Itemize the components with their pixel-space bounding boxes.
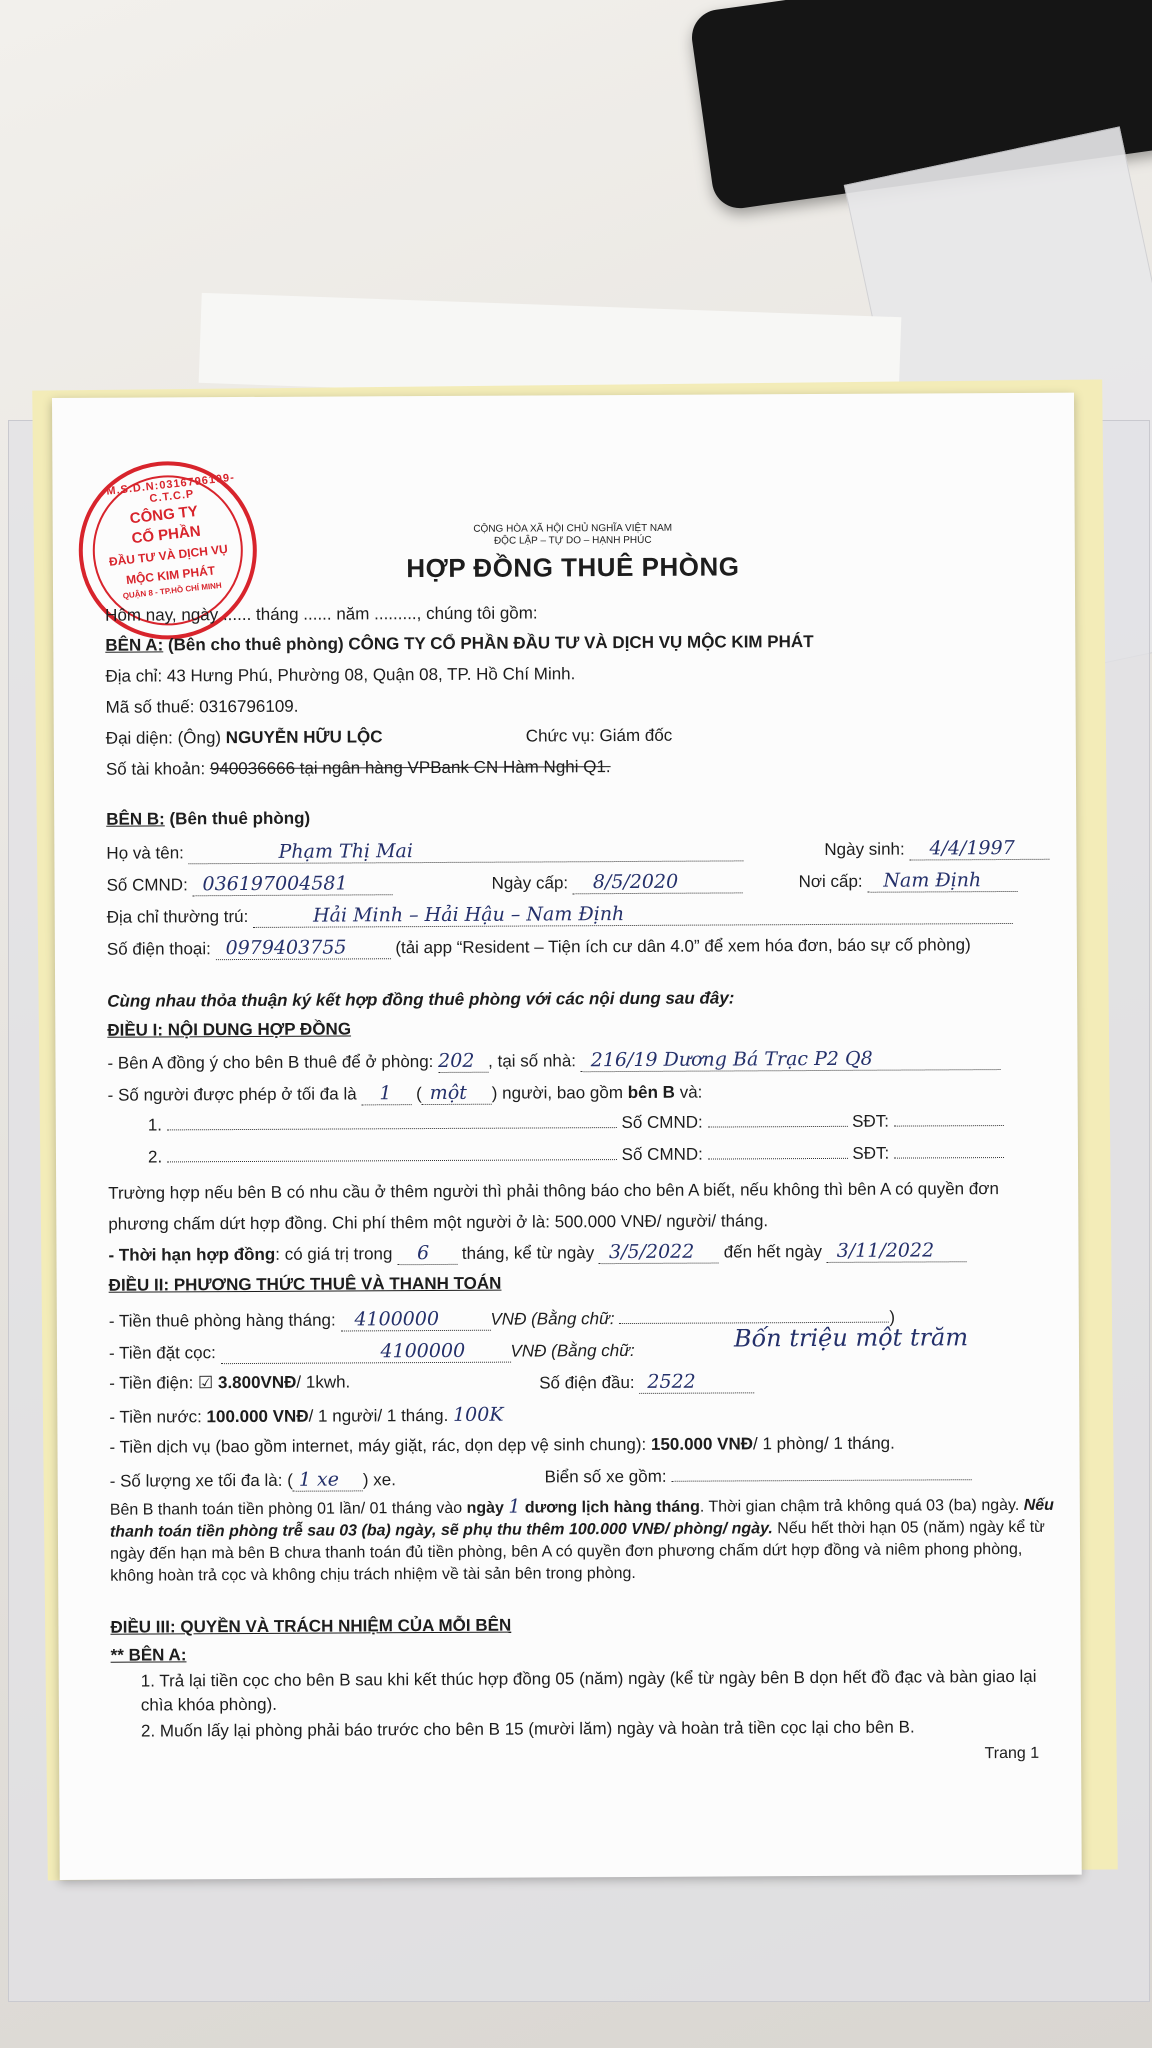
term-label: - Thời hạn hợp đồng xyxy=(108,1244,276,1265)
room-number: 202 xyxy=(438,1049,475,1072)
party-b-heading xyxy=(106,809,310,830)
article-3-heading: ĐIỀU III: QUYỀN VÀ TRÁCH NHIỆM CỦA MỖI BÊN xyxy=(110,1615,512,1637)
tenant-name-row xyxy=(106,838,743,864)
water-label: - Tiền nước: xyxy=(109,1407,207,1427)
duty-2-text: Muốn lấy lại phòng phải báo trước cho bên B 15 (mười lăm) ngày và hoàn trả tiền cọc lại cho bên B. xyxy=(159,1717,915,1741)
seal-line-2: CỔ PHẦN xyxy=(130,522,202,548)
page-title: HỢP ĐỒNG THUÊ PHÒNG xyxy=(406,551,740,584)
extra-occupant-text: Trường hợp nếu bên B có nhu cầu ở thêm người thì phải thông báo cho bên A biết, nếu không thì bên A có quyền đơn phương chấm dứt hợp đồng. Chi phí thêm một người ở là: 500.000 VNĐ/ người/ tháng. xyxy=(108,1179,999,1234)
tenant-id-row xyxy=(106,872,392,896)
name-label: Họ và tên: xyxy=(106,843,184,863)
end-date: 3/11/2022 xyxy=(836,1239,935,1262)
seal-line-3: ĐẦU TƯ VÀ DỊCH VỤ xyxy=(108,541,229,569)
account-number: 940036666 tại ngân hàng VPBank CN Hàm Nghi Q1. xyxy=(209,757,611,779)
deposit-row xyxy=(109,1339,635,1365)
pay-day-label: ngày xyxy=(466,1499,504,1517)
agreement-line: Cùng nhau thỏa thuận ký kết hợp đồng thuê phòng với các nội dung sau đây: xyxy=(107,988,735,1011)
deposit-label: - Tiền đặt cọc: xyxy=(108,1343,216,1363)
tenant-id: 036197004581 xyxy=(202,872,348,896)
contract-page xyxy=(52,393,1082,1880)
date-line: Hôm nay, ngày ...... tháng ...... năm ........., chúng tôi gồm: xyxy=(105,603,538,625)
article-2-heading: ĐIỀU II: PHƯƠNG THỨC THUÊ VÀ THANH TOÁN xyxy=(108,1273,502,1295)
tenant-name: Phạm Thị Mai xyxy=(278,840,413,863)
place-row xyxy=(798,869,1017,893)
water-row xyxy=(109,1404,503,1428)
vehicle-count: 1 xe xyxy=(298,1468,339,1491)
water-hand-note: 100K xyxy=(452,1403,504,1426)
national-motto: ĐỘC LẬP – TỰ DO – HẠNH PHÚC xyxy=(493,534,652,547)
occupant-2-sdt-label: SĐT: xyxy=(852,1143,890,1163)
people-row: - Số người được phép ở tối đa là 1 ( một ) người, bao gồm bên B và: xyxy=(107,1081,703,1105)
term-to: đến hết ngày xyxy=(723,1241,823,1262)
party-a-position: Chức vụ: Giám đốc xyxy=(525,725,673,746)
service-row xyxy=(109,1434,894,1458)
occupant-1-num: 1. xyxy=(147,1115,163,1135)
national-header xyxy=(413,522,733,548)
page-number: Trang 1 xyxy=(984,1744,1040,1763)
term-rest: : có giá trị trong xyxy=(275,1244,393,1264)
dob-row xyxy=(824,837,1049,861)
pay-text-3: . Thời gian chậm trả không quá 03 (ba) ngày. xyxy=(699,1496,1024,1516)
dob-label: Ngày sinh: xyxy=(824,839,905,859)
tenant-address: Hải Minh – Hải Hậu – Nam Định xyxy=(312,903,625,927)
deposit-vnd-words: VNĐ (Bằng chữ: xyxy=(510,1340,635,1361)
occupant-2-num: 2. xyxy=(147,1147,163,1167)
start-date: 3/5/2022 xyxy=(608,1240,695,1264)
room-row xyxy=(107,1047,1000,1075)
pay-text-4: Nếu thanh toán tiền phòng trễ sau 03 (ba) ngày, sẽ phụ thu thêm 100.000 VNĐ/ phòng/ ngày. xyxy=(109,1496,1054,1541)
party-a-company: (Bên cho thuê phòng) CÔNG TY CỔ PHẦN ĐẦU TƯ VÀ DỊCH VỤ MỘC KIM PHÁT xyxy=(163,632,814,655)
nation-name: CỘNG HÒA XÃ HỘI CHỦ NGHĨA VIỆT NAM xyxy=(473,522,673,535)
issue-place: Nam Định xyxy=(883,869,982,892)
occupant-2-cmnd-label: Số CMND: xyxy=(621,1144,703,1165)
addr-label: Địa chỉ thường trú: xyxy=(106,906,249,927)
electricity-row: - Tiền điện: ☑ 3.800VNĐ/ 1kwh. xyxy=(109,1372,351,1393)
water-unit: / 1 người/ 1 tháng. xyxy=(308,1405,449,1426)
pay-day: 1 xyxy=(508,1495,521,1518)
people-rest: ) người, bao gồm xyxy=(491,1082,628,1103)
party-a-label: BÊN A: xyxy=(105,635,164,655)
account-label: Số tài khoản: xyxy=(105,759,210,779)
water-value: 100.000 VNĐ xyxy=(206,1406,309,1427)
duty-item-1 xyxy=(141,1665,1061,1718)
issue-row xyxy=(491,870,742,894)
vehicle-label: - Số lượng xe tối đa là: xyxy=(109,1470,283,1491)
occupant-row-2 xyxy=(148,1143,1004,1167)
deposit-amount: 4100000 xyxy=(380,1339,466,1363)
service-label: - Tiền dịch vụ (bao gồm internet, máy giặt, rác, dọn dẹp vệ sinh chung): xyxy=(109,1434,652,1457)
rent-label: - Tiền thuê phòng hàng tháng: xyxy=(108,1310,336,1331)
duty-item-2 xyxy=(141,1715,1061,1744)
term-from: tháng, kể từ ngày xyxy=(461,1243,595,1263)
pay-text-5: Nếu hết thời hạn 05 (năm) ngày kể từ ngày đến hạn mà bên B chưa thanh toán đủ tiền phòng, bên A có quyền đơn phương chấm dứt hợp đồng và niêm phong phòng, không hoàn trả cọc và không chịu trách nhiệm về tài sản bên trong phòng. xyxy=(110,1518,1045,1585)
party-a-duties-heading: ** BÊN A: xyxy=(110,1645,187,1665)
plate-row xyxy=(545,1465,972,1487)
rent-words: Bốn triệu một trăm xyxy=(733,1323,969,1353)
service-value: 150.000 VNĐ xyxy=(650,1434,754,1454)
seal-line-1: CÔNG TY xyxy=(129,502,199,528)
vehicle-end: ) xe. xyxy=(362,1470,396,1490)
party-a-rep xyxy=(106,727,383,748)
rent-row: - Tiền thuê phòng hàng tháng: 4100000 VNĐ (Bằng chữ: ) xyxy=(108,1307,896,1331)
occupant-row-1 xyxy=(148,1111,1004,1135)
rep-name: NGUYỄN HỮU LỘC xyxy=(225,727,383,748)
meter-label: Số điện đầu: xyxy=(539,1372,635,1393)
tenant-dob: 4/4/1997 xyxy=(929,836,1015,860)
elec-label: - Tiền điện: xyxy=(109,1373,194,1393)
plate-label: Biển số xe gồm: xyxy=(544,1466,667,1487)
amount-in-words xyxy=(734,1323,968,1353)
tenant-phone-row xyxy=(107,933,971,961)
duty-2-num: 2. xyxy=(140,1721,156,1741)
people-number: 1 xyxy=(379,1082,392,1105)
seal-text xyxy=(92,498,243,605)
meter-reading: 2522 xyxy=(647,1370,696,1393)
party-b-label: BÊN B: xyxy=(106,809,165,829)
pay-text-2: dương lịch hàng tháng xyxy=(520,1498,700,1517)
payment-terms xyxy=(110,1493,1060,1588)
people-label: - Số người được phép ở tối đa là xyxy=(107,1084,357,1105)
party-b-role: (Bên thuê phòng) xyxy=(164,808,311,829)
elec-unit: / 1kwh. xyxy=(296,1372,351,1392)
seal-id-line: M.S.D.N:0316796109-C.T.C.P xyxy=(105,471,236,506)
people-end: và: xyxy=(674,1082,703,1102)
vehicle-row: - Số lượng xe tối đa là: ( 1 xe ) xe. xyxy=(109,1468,396,1491)
pay-text-1: Bên B thanh toán tiền phòng 01 lần/ 01 tháng vào xyxy=(109,1499,467,1519)
rep-label: Đại diện: (Ông) xyxy=(105,728,226,748)
elec-value: 3.800VNĐ xyxy=(217,1372,297,1393)
party-a-tax: Mã số thuế: 0316796109. xyxy=(105,696,299,717)
occupant-1-cmnd-label: Số CMND: xyxy=(621,1112,703,1133)
id-label: Số CMND: xyxy=(106,875,188,895)
people-party-b: bên B xyxy=(627,1082,675,1102)
rent-vnd-words: VNĐ (Bằng chữ: xyxy=(490,1309,615,1329)
duty-1-text: Trả lại tiền cọc cho bên B sau khi kết thúc hợp đồng 05 (năm) ngày (kể từ ngày bên B dọn hết đồ đạc và bàn giao lại chìa khóa phòng). xyxy=(140,1666,1037,1715)
duty-1-num: 1. xyxy=(140,1671,155,1691)
term-months: 6 xyxy=(417,1242,430,1265)
house-label: , tại số nhà: xyxy=(488,1051,577,1071)
term-row xyxy=(108,1239,966,1266)
party-a-heading xyxy=(105,632,813,656)
issue-date: 8/5/2020 xyxy=(592,870,679,894)
seal-bottom: QUẬN 8 - TP.HỒ CHÍ MINH xyxy=(122,580,223,601)
house-address: 216/19 Dương Bá Trạc P2 Q8 xyxy=(590,1047,873,1072)
service-unit: / 1 phòng/ 1 tháng. xyxy=(752,1433,895,1454)
tenant-phone: 0979403755 xyxy=(225,936,347,960)
rent-amount: 4100000 xyxy=(354,1307,440,1331)
occupant-1-sdt-label: SĐT: xyxy=(852,1111,890,1131)
party-a-account xyxy=(106,757,611,780)
meter-row xyxy=(539,1370,754,1394)
people-words: một xyxy=(429,1081,467,1105)
room-label: - Bên A đồng ý cho bên B thuê để ở phòng: xyxy=(107,1052,434,1073)
issue-label: Ngày cấp: xyxy=(491,873,569,893)
place-label: Nơi cấp: xyxy=(798,871,863,892)
phone-note: (tải app “Resident – Tiện ích cư dân 4.0” để xem hóa đơn, báo sự cố phòng) xyxy=(390,935,971,958)
article-1-heading: ĐIỀU I: NỘI DUNG HỢP ĐỒNG xyxy=(107,1019,352,1040)
phone-label: Số điện thoại: xyxy=(106,939,211,959)
party-a-address: Địa chỉ: 43 Hưng Phú, Phường 08, Quận 08, TP. Hồ Chí Minh. xyxy=(105,664,576,686)
seal-line-4: MỘC KIM PHÁT xyxy=(125,563,216,588)
tenant-address-row xyxy=(107,901,1013,929)
